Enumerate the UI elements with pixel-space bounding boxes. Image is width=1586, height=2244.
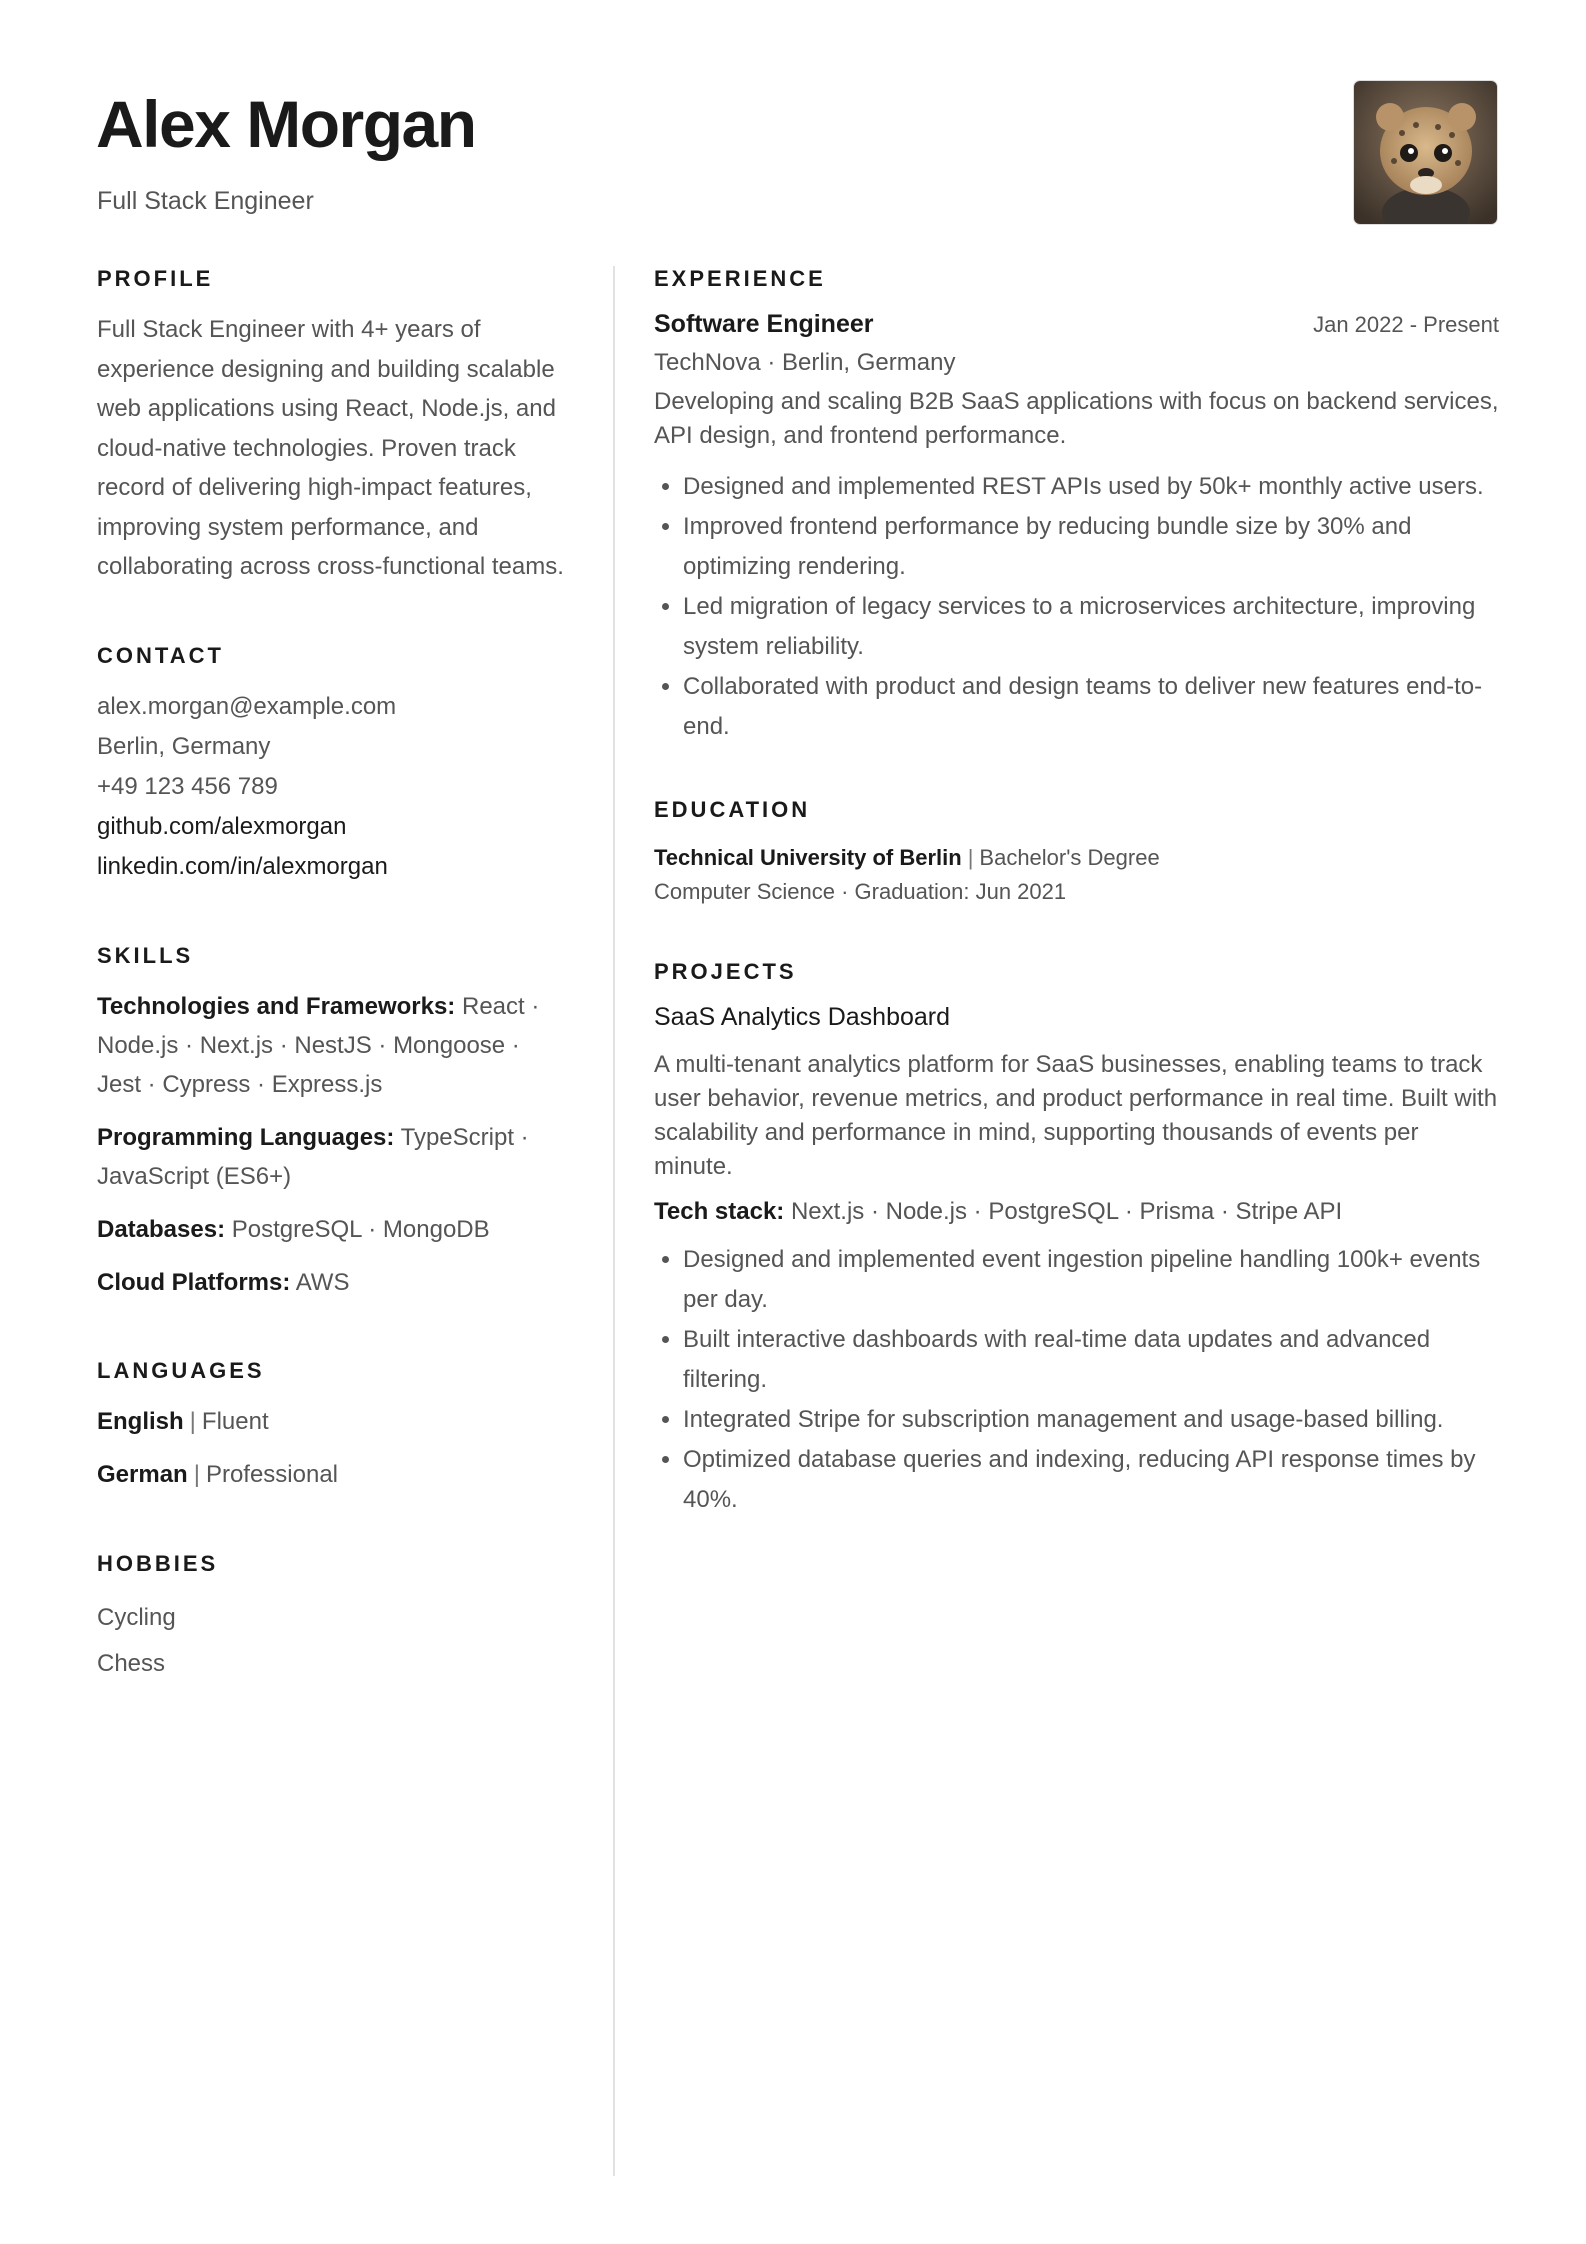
hobbies-section xyxy=(97,1551,567,1687)
left-column xyxy=(97,266,567,1743)
tech-stack-label: Tech stack: xyxy=(654,1198,785,1225)
skill-label: Programming Languages: xyxy=(97,1123,395,1151)
list-item: • Collaborated with product and design teams to deliver new features end-to-end. xyxy=(683,667,1499,747)
skill-value: React · Node.js · Next.js · NestJS · Mongoose · Jest · Cypress · Express.js xyxy=(97,992,540,1098)
separator: | xyxy=(193,1460,200,1488)
skill-row xyxy=(97,1118,567,1196)
languages-heading: LANGUAGES xyxy=(97,1357,265,1383)
projects-section xyxy=(654,959,1499,1520)
languages-section xyxy=(97,1358,567,1495)
job-title: Software Engineer xyxy=(654,310,874,338)
job-header xyxy=(654,310,1499,339)
hobby-item: Chess xyxy=(97,1649,166,1677)
skills-section xyxy=(97,943,567,1302)
education-details: Computer Science · Graduation: Jun 2021 xyxy=(654,879,1067,904)
project-bullets xyxy=(654,1240,1499,1520)
list-item: • Improved frontend performance by reducing bundle size by 30% and optimizing rendering. xyxy=(683,507,1499,587)
skill-row xyxy=(97,1263,567,1302)
school-name: Technical University of Berlin xyxy=(654,845,962,870)
project-title: SaaS Analytics Dashboard xyxy=(654,1003,951,1031)
tech-stack xyxy=(654,1198,1499,1226)
contact-phone[interactable]: +49 123 456 789 xyxy=(97,772,278,800)
skill-label: Technologies and Frameworks: xyxy=(97,992,456,1020)
separator: | xyxy=(189,1407,196,1435)
job-bullets xyxy=(654,467,1499,747)
profile-text: Full Stack Engineer with 4+ years of experience designing and building scalable web applications using React, Node.js, and cloud-native technologies. Proven track record of delivering high-impact features, improving system performance, and collaborating across cross-functional teams. xyxy=(97,316,564,580)
list-item: • Designed and implemented REST APIs used by 50k+ monthly active users. xyxy=(683,467,1499,507)
skill-row xyxy=(97,987,567,1104)
experience-heading: EXPERIENCE xyxy=(654,266,826,291)
skill-value: PostgreSQL · MongoDB xyxy=(231,1215,490,1243)
skill-label: Databases: xyxy=(97,1215,226,1243)
language-level: Professional xyxy=(205,1460,339,1488)
projects-heading: PROJECTS xyxy=(654,959,797,984)
language-level: Fluent xyxy=(201,1407,269,1435)
github-link[interactable]: github.com/alexmorgan xyxy=(97,812,347,840)
linkedin-link[interactable]: linkedin.com/in/alexmorgan xyxy=(97,852,388,880)
language-name: English xyxy=(97,1407,184,1435)
experience-section xyxy=(654,266,1499,747)
language-row xyxy=(97,1402,567,1442)
skill-row xyxy=(97,1210,567,1249)
degree: Bachelor's Degree xyxy=(979,845,1160,870)
skill-label: Cloud Platforms: xyxy=(97,1268,291,1296)
contact-email[interactable]: alex.morgan@example.com xyxy=(97,692,397,720)
contact-section xyxy=(97,643,567,887)
list-item: • Designed and implemented event ingestion pipeline handling 100k+ events per day. xyxy=(683,1240,1499,1320)
job-date: Jan 2022 - Present xyxy=(1313,312,1499,337)
language-name: German xyxy=(97,1460,188,1488)
skill-value: AWS xyxy=(295,1268,350,1296)
list-item: • Integrated Stripe for subscription management and usage-based billing. xyxy=(683,1400,1499,1440)
list-item: • Led migration of legacy services to a microservices architecture, improving system reliability. xyxy=(683,587,1499,667)
job-company: TechNova · Berlin, Germany xyxy=(654,349,956,376)
profile-section xyxy=(97,266,567,587)
list-item: • Optimized database queries and indexing, reducing API response times by 40%. xyxy=(683,1440,1499,1520)
profile-heading: PROFILE xyxy=(97,266,214,291)
job-title-subtitle: Full Stack Engineer xyxy=(97,187,314,215)
language-row xyxy=(97,1455,567,1495)
right-column xyxy=(654,266,1499,1576)
separator: | xyxy=(967,845,974,870)
column-divider xyxy=(613,266,615,2176)
tech-stack-value: Next.js · Node.js · PostgreSQL · Prisma · Stripe API xyxy=(790,1198,1343,1225)
hobbies-heading: HOBBIES xyxy=(97,1550,219,1576)
profile-photo xyxy=(1354,81,1497,224)
education-section xyxy=(654,797,1499,909)
project-description: A multi-tenant analytics platform for SaaS businesses, enabling teams to track user behavior, revenue metrics, and product performance in real time. Built with scalability and performance in mind, supporting thousands of events per minute. xyxy=(654,1051,1498,1180)
education-degree-line xyxy=(654,841,1499,875)
hobby-item: Cycling xyxy=(97,1603,176,1631)
candidate-name: Alex Morgan xyxy=(96,87,476,161)
job-description: Developing and scaling B2B SaaS applications with focus on backend services, API design, and frontend performance. xyxy=(654,388,1499,449)
skills-heading: SKILLS xyxy=(97,942,194,968)
education-heading: EDUCATION xyxy=(654,797,811,822)
contact-heading: CONTACT xyxy=(97,642,224,668)
list-item: • Built interactive dashboards with real-time data updates and advanced filtering. xyxy=(683,1320,1499,1400)
skill-value: TypeScript · JavaScript (ES6+) xyxy=(97,1123,529,1190)
contact-location: Berlin, Germany xyxy=(97,732,271,760)
